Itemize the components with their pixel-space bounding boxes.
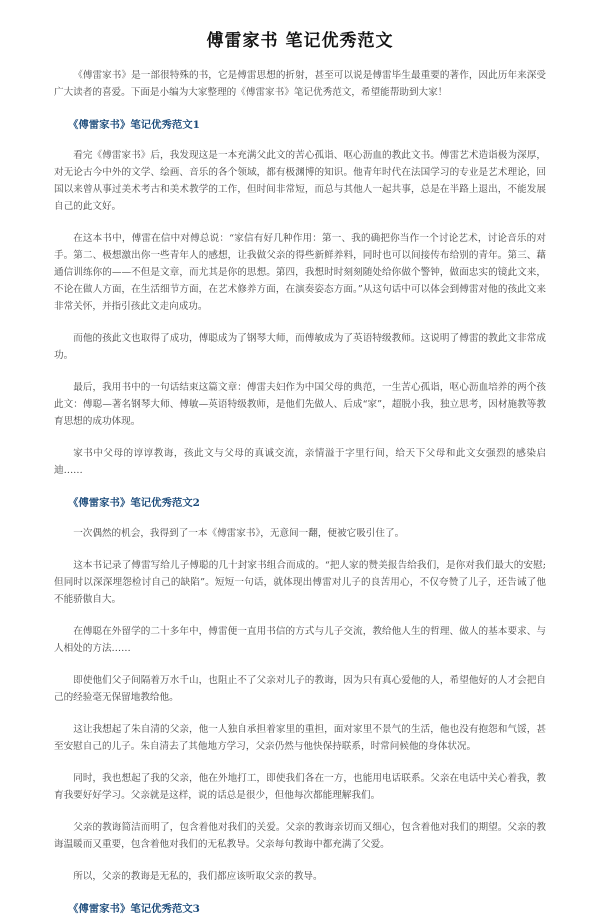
section-heading: 《傅雷家书》笔记优秀范文2 (68, 497, 200, 509)
intro-paragraph: 《傅雷家书》是一部很特殊的书，它是傅雷思想的折射，甚至可以说是傅雷毕生最重要的著作，因此历年来深受广大读者的喜爱。下面是小编为大家整理的《傅雷家书》笔记优秀范文，希望能帮助到大家！ (54, 70, 546, 98)
section-heading: 《傅雷家书》笔记优秀范文3 (68, 903, 200, 915)
paragraph: 家书中父母的谆谆教诲，孩此文与父母的真诚交流，亲情溢于字里行间，给天下父母和此文女强烈的感染启迪…… (54, 448, 546, 476)
paragraph: 这让我想起了朱自清的父亲，他一人独自承担着家里的重担，面对家里不景气的生活，他也没有抱怨和气馁，甚至安慰自己的儿子。朱自清去了其他地方学习，父亲仍然与他快保持联系，时常问候他的身体状况。 (54, 724, 546, 752)
section-heading: 《傅雷家书》笔记优秀范文1 (68, 119, 200, 131)
paragraph: 这本书记录了傅雷写给儿子傅聪的几十封家书组合而成的。“把人家的赞美报告给我们，是你对我们最大的安慰;但同时以深深埋怨检讨自己的缺陷”。短短一句话，就体现出傅雷对儿子的良苦用心，不仅夸赞了儿子，还告诫了他不能骄傲自大。 (54, 560, 546, 605)
paragraph: 所以，父亲的教诲是无私的，我们都应该听取父亲的教导。 (73, 871, 323, 882)
paragraph: 最后，我用书中的一句话结束这篇文章：傅雷夫妇作为中国父母的典范，一生苦心孤诣，呕心沥血培养的两个孩此文：傅聪—著名钢琴大师、傅敏—英语特级教师，是他们先做人、后成“家”，超脱小我，独立思考，因材施教等教育思想的成功体现。 (54, 382, 546, 427)
page-title: 傅雷家书 笔记优秀范文 (206, 31, 394, 51)
paragraph: 在傅聪在外留学的二十多年中，傅雷便一直用书信的方式与儿子交流，教给他人生的哲理、做人的基本要求、与人相处的方法…… (54, 626, 546, 654)
paragraph: 父亲的教诲简洁而明了，包含着他对我们的关爱。父亲的教诲亲切而又细心，包含着他对我们的期望。父亲的教诲温暖而又重要，包含着他对我们的无私教导。父亲每句教诲中都充满了父爱。 (54, 822, 546, 850)
paragraph: 在这本书中，傅雷在信中对傅总说：“家信有好几种作用：第一、我的确把你当作一个讨论艺术，讨论音乐的对手。第二、极想激出你一些青年人的感想，让我做父亲的得些新鲜养料，同时也可以间接传布给别的青年。第三、藉通信训练你的——不但是文章，而尤其是你的思想。第四，我想时时刻刻随处给你做个警钟，做面忠实的镜此文来，不论在做人方面，在生活细节方面，在艺术修养方面，在演奏姿态方面。”从这句话中可以体会到傅雷对他的孩此文来非常关怀，并指引孩此文走向成功。 (54, 233, 546, 312)
paragraph: 即使他们父子间隔着万水千山，也阻止不了父亲对儿子的教诲，因为只有真心爱他的人，希望他好的人才会把自己的经验毫无保留地教给他。 (54, 675, 546, 703)
paragraph: 看完《傅雷家书》后，我发现这是一本充满父此文的苦心孤诣、呕心沥血的教此文书。傅雷艺术造诣极为深厚，对无论古今中外的文学、绘画、音乐的各个领域，都有极渊博的知识。他青年时代在法国学习的专业是艺术理论，回国以来曾从事过美术考古和美术教学的工作，但时间非常短，而总与其他人一起共事，总是在半路上退出，不能发展自己的此文好。 (54, 150, 546, 212)
paragraph: 而他的孩此文也取得了成功，傅聪成为了钢琴大师，而傅敏成为了英语特级教师。这说明了傅雷的教此文非常成功。 (54, 333, 546, 361)
paragraph: 同时，我也想起了我的父亲，他在外地打工，即使我们各在一方，也能用电话联系。父亲在电话中关心着我，教育我要好好学习。父亲就是这样，说的话总是很少，但他每次都能理解我们。 (54, 773, 546, 801)
paragraph: 一次偶然的机会，我得到了一本《傅雷家书》，无意间一翻，便被它吸引住了。 (73, 528, 405, 539)
